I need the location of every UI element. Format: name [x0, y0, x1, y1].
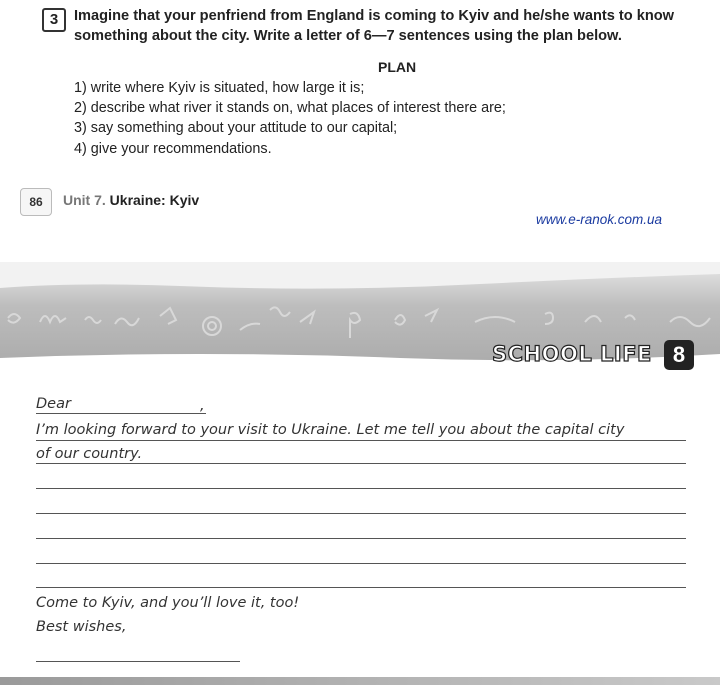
plan-heading: PLAN	[378, 59, 417, 75]
letter-greeting: Dear	[36, 396, 71, 412]
signature-line[interactable]	[36, 661, 240, 662]
page-number: 86	[20, 188, 52, 216]
writing-line[interactable]	[36, 513, 686, 514]
school-life-banner	[0, 262, 720, 372]
school-life-number: 8	[664, 340, 694, 370]
letter-line-2: of our country.	[36, 446, 143, 462]
exercise-instruction: Imagine that your penfriend from England is coming to Kyiv and he/she wants to know something about the city. Write a letter of 6—7 sentences using the plan below.	[74, 8, 675, 44]
exercise-number: 3	[42, 8, 66, 32]
letter-line-1: I’m looking forward to your visit to Ukraine. Let me tell you about the capital city	[36, 422, 625, 438]
plan-item: 3) say something about your attitude to our capital;	[74, 120, 398, 137]
unit-title: Ukraine: Kyiv	[109, 192, 200, 208]
writing-line[interactable]	[36, 563, 686, 564]
letter-closing-2: Best wishes,	[36, 619, 127, 635]
name-blank-line[interactable]	[36, 413, 206, 414]
plan-item: 2) describe what river it stands on, what places of interest there are;	[74, 100, 506, 117]
bottom-bar-decoration	[0, 677, 720, 685]
handwriting-doodles-decoration	[0, 302, 720, 342]
writing-line[interactable]	[36, 488, 686, 489]
plan-item: 4) give your recommendations.	[74, 140, 272, 157]
writing-line[interactable]	[36, 587, 686, 588]
school-life-title: SCHOOL LIFE	[492, 342, 652, 366]
writing-line[interactable]	[36, 538, 686, 539]
plan-list	[74, 78, 506, 159]
site-url[interactable]: www.e-ranok.com.ua	[536, 212, 663, 227]
plan-item: 1) write where Kyiv is situated, how large it is;	[74, 80, 365, 96]
writing-line[interactable]	[36, 440, 686, 441]
unit-prefix: Unit 7.	[63, 192, 106, 208]
writing-line[interactable]	[36, 463, 686, 464]
greeting-comma: ,	[200, 398, 205, 414]
unit-label	[63, 192, 199, 208]
letter-closing-1: Come to Kyiv, and you’ll love it, too!	[36, 595, 300, 611]
